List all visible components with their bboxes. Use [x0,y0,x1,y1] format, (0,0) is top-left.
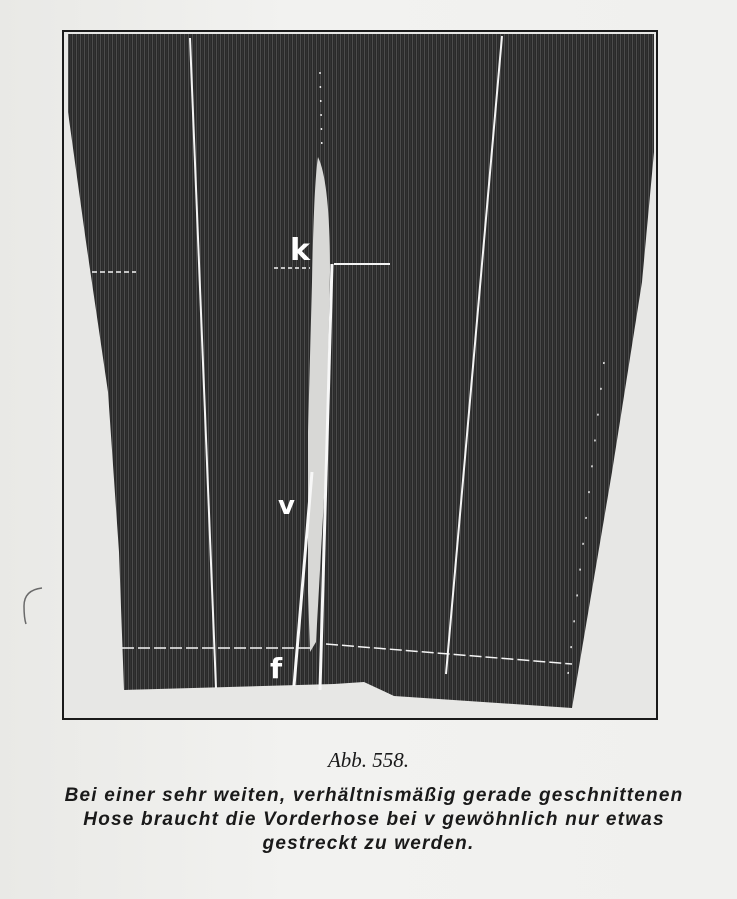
trouser-fabric [68,34,654,708]
figure-frame [62,30,658,720]
caption-line-2: Hose braucht die Vorderhose bei v gewöhnlich nur etwas [83,809,665,830]
pencil-margin-mark [18,584,46,628]
figure-number: Abb. 558. [327,748,410,772]
trouser-pattern-photo [64,32,656,718]
label-v: v [278,491,295,521]
label-k: k [290,233,310,268]
label-f: f [270,652,283,685]
caption-line-1: Bei einer sehr weiten, verhältnismäßig gerade geschnittenen [64,785,684,806]
caption-line-3: gestreckt zu werden. [262,833,475,854]
